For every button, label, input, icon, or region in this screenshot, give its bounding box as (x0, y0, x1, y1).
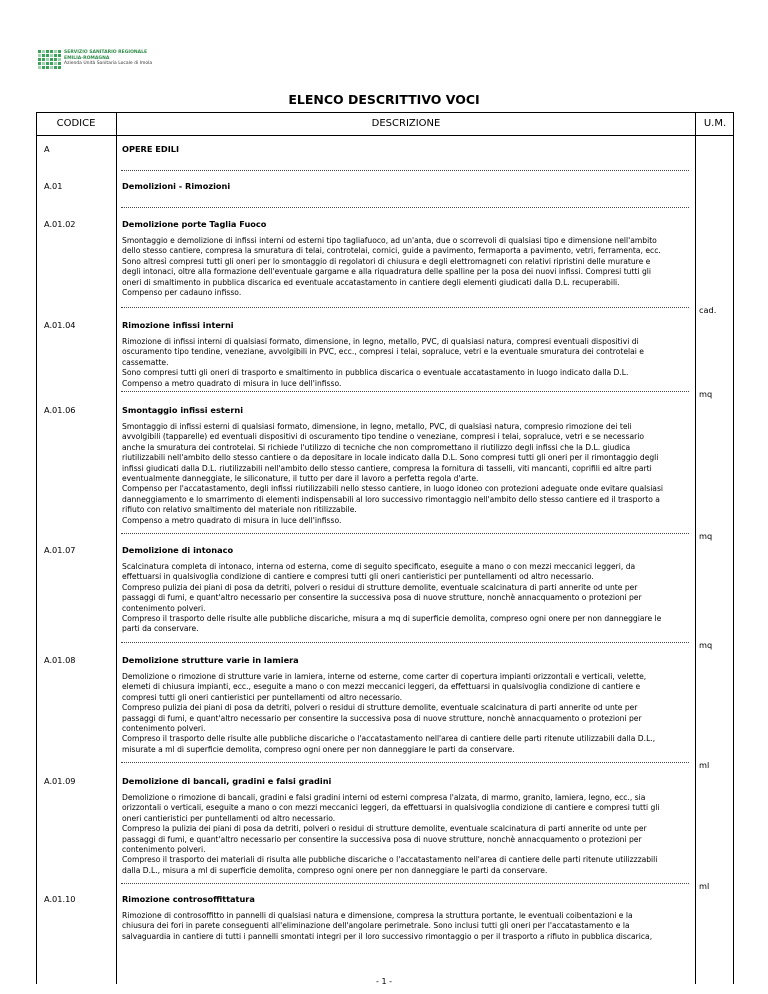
item-code: A.01.06 (44, 405, 76, 415)
logo-line-3: Azienda Unità Sanitaria Locale di Imola (64, 61, 153, 66)
item-name: Smontaggio infissi esterni (122, 405, 243, 415)
item-code: A.01.02 (44, 219, 76, 229)
item-code: A (44, 144, 50, 154)
item-description: Demolizione o rimozione di strutture varie in lamiera, interne od esterne, come carter di copertura impianti orizzontali e verticali, velette, elemeti di chiusura impianti, ecc., eseguite a mano o con mezzi meccanici leggeri, da effettuarsi in qualsivoglia condizione di cantiere e compresi tutti gli oneri cantieristici per puntellamenti od altro necessario. Compreso pulizia dei piani di posa da detriti, polveri o residui di strutture demolite, eventuale scalcinatura di parti annerite od unte per passaggi di fumi, e quant'altro necessario per consentire la successiva posa di nuove strutture, nonchè annacquamento o protezioni per contenimento polveri. Compreso il trasporto delle risulte alle pubbliche discariche o l'accatastamento nell'area di cantiere delle parti ritenute utilizzabili dalla D.L., misurate a ml di superficie demolita, compreso ogni onere per non danneggiare le parti da conservare. (122, 672, 656, 754)
item-code: A.01.10 (44, 894, 76, 904)
item-description: Smontaggio e demolizione di infissi interni od esterni tipo tagliafuoco, ad un'anta, due o scorrevoli di qualsiasi tipo e dimensione nell'ambito dello stesso cantiere, compresa la smuratura di telai, controtelai, cornici, guide a pavimento, fermaporta a pavimento, vetri, ferramenta, ecc. Sono altresì compresi tutti gli oneri per lo smontaggio di regolatori di chiusura e degli elettromagneti con relativi ripristini delle murature e degli intonaci, oltre alla formazione dell'eventuale gargame e alla riquadratura delle spalline per la posa dei nuovi infissi. Compresi tutti gli oneri di smaltimento in pubblica discarica ed eventuale accatastamento in cantiere degli elementi giudicati dalla D.L. recuperabili. Compenso per cadauno infisso. (122, 236, 661, 298)
item-description: Rimozione di infissi interni di qualsiasi formato, dimensione, in legno, metallo, PVC, di qualsiasi natura, compresi eventuali dispositivi di oscuramento tipo tendine, veneziane, avvolgibili in PVC, ecc., compresi i telai, sopraluce, vetri e la eventuale smuratura dei controtelai e cassematte. Sono compresi tutti gli oneri di trasporto e smaltimento in pubblica discarica o eventuale accatastamento in luogo indicato dalla D.L. Compenso a metro quadrato di misura in luce dell'infisso. (122, 337, 644, 388)
dotted-separator (121, 207, 689, 208)
item-code: A.01 (44, 181, 63, 191)
column-header-description: DESCRIZIONE (371, 118, 441, 129)
dotted-separator (121, 883, 689, 884)
item-unit: mq (699, 531, 713, 541)
logo (38, 50, 152, 72)
item-unit: ml (699, 760, 710, 770)
page-title: ELENCO DESCRITTIVO VOCI (288, 92, 480, 107)
dotted-separator (121, 762, 689, 763)
item-name: Rimozione controsoffittatura (122, 894, 255, 904)
dotted-separator (121, 391, 689, 392)
column-header-code: CODICE (56, 118, 96, 129)
item-name: OPERE EDILI (122, 144, 180, 154)
item-name: Demolizione porte Taglia Fuoco (122, 219, 267, 229)
item-name: Rimozione infissi interni (122, 320, 234, 330)
column-header-unit: U.M. (703, 118, 727, 129)
item-name: Demolizioni - Rimozioni (122, 181, 231, 191)
item-name: Demolizione strutture varie in lamiera (122, 655, 299, 665)
item-description: Smontaggio di infissi esterni di qualsiasi formato, dimensione, in legno, metallo, PVC, di qualsiasi natura, compresio rimozione dei teli avvolgibili (tapparelle) ed eventuali dispositivi di oscuramento tipo tendine o veneziane, compresi i telai, sopraluce, vetri e se necessario anche la smuratura dei controtelai. Si richiede l'utilizzo di tecniche che non compromettano il riutilizzo degli infissi che la D.L. giudica riutilizzabili nell'ambito dello stesso cantiere o da depositare in locale indicato dalla D.L. Sono compresi tutti gli oneri per il rimontaggio degli infissi giudicati dalla D.L. riutilizzabili nell'ambito dello stesso cantiere, compresa la fornitura di tasselli, viti mancanti, coprifili ed altre parti eventualmente danneggiate, le siliconature, il tutto per dare il lavoro a perfetta regola d'arte. Compenso per l'accatastamento, degli infissi riutilizzabili nello stesso cantiere, in luogo idoneo con protezioni adeguate onde evitare qualsiasi danneggiamento e lo smarrimento di elementi indispensabili al loro successivo rimontaggio nell'ambito dello stesso cantiere ed il trasporto a rifiuto con relativo smaltimento del materiale non ritilizzabile. Compenso a metro quadrato di misura in luce dell'infisso. (122, 422, 664, 525)
logo-line-1: SERVIZIO SANITARIO REGIONALE (64, 50, 148, 55)
item-unit: mq (699, 640, 713, 650)
item-unit: ml (699, 881, 710, 891)
item-description: Rimozione di controsoffitto in pannelli di qualsiasi natura e dimensione, compresa la struttura portante, le eventuali coibentazioni e la chiusura dei fori in parete conseguenti all'eliminazione dell'angolare perimetrale. Sono inclusi tutti gli oneri per l'accatastamento e la salvaguardia in cantiere di tutti i pannelli smontati integri per il loro successivo rimontaggio o per il trasporto a rifiuto in pubblica discarica, (122, 911, 653, 941)
item-unit: mq (699, 389, 713, 399)
dotted-separator (121, 307, 689, 308)
item-code: A.01.08 (44, 655, 76, 665)
logo-text (64, 50, 152, 67)
logo-grid-icon (38, 50, 60, 72)
item-code: A.01.09 (44, 776, 76, 786)
dotted-separator (121, 170, 689, 171)
item-unit: cad. (699, 305, 717, 315)
dotted-separator (121, 642, 689, 643)
item-name: Demolizione di bancali, gradini e falsi gradini (122, 776, 332, 786)
item-description: Scalcinatura completa di intonaco, interna od esterna, come di seguito specificato, eseguite a mano o con mezzi meccanici leggeri, da effettuarsi in qualsivoglia condizione di cantiere e compresi tutti gli oneri cantieristici per puntellamenti od altro necessario. Compreso pulizia dei piani di posa da detriti, polveri o residui di strutture demolite, eventuale scalcinatura di parti annerite od unte per passaggi di fumi, e quant'altro necessario per consentire la successiva posa di nuove strutture, nonchè annacquamento o protezioni per contenimento polveri. Compreso il trasporto delle risulte alle pubbliche discariche, misura a mq di superficie demolita, compreso ogni onere per non danneggiare le parti da conservare. (122, 562, 662, 634)
dotted-separator (121, 533, 689, 534)
item-description: Demolizione o rimozione di bancali, gradini e falsi gradini interni od esterni compresa l'alzata, di marmo, granito, lamiera, legno, ecc., sia orizzontali o verticali, eseguite a mano o con mezzi meccanici leggeri, da effettuarsi in qualsivoglia condizione di cantiere e compresi tutti gli oneri cantieristici per puntellamenti od altro necessario. Compreso la pulizia dei piani di posa da detriti, polveri o residui di strutture demolite, eventuale scalcinatura di parti annerite od unte per passaggi di fumi, e quant'altro necessario per consentire la successiva posa di nuove strutture, nonchè annacquamento o protezioni per contenimento polveri. Compreso il trasporto dei materiali di risulta alle pubbliche discariche o l'accatastamento nell'area di cantiere delle parti ritenute utilizzzabili dalla D.L., misura a ml di superficie demolita, compreso ogni onere per non danneggiare le parti da conservare. (122, 793, 660, 875)
page-number: - 1 - (376, 977, 392, 986)
item-code: A.01.07 (44, 545, 76, 555)
item-name: Demolizione di intonaco (122, 545, 234, 555)
item-code: A.01.04 (44, 320, 76, 330)
logo-line-2: EMILIA-ROMAGNA (64, 55, 110, 61)
